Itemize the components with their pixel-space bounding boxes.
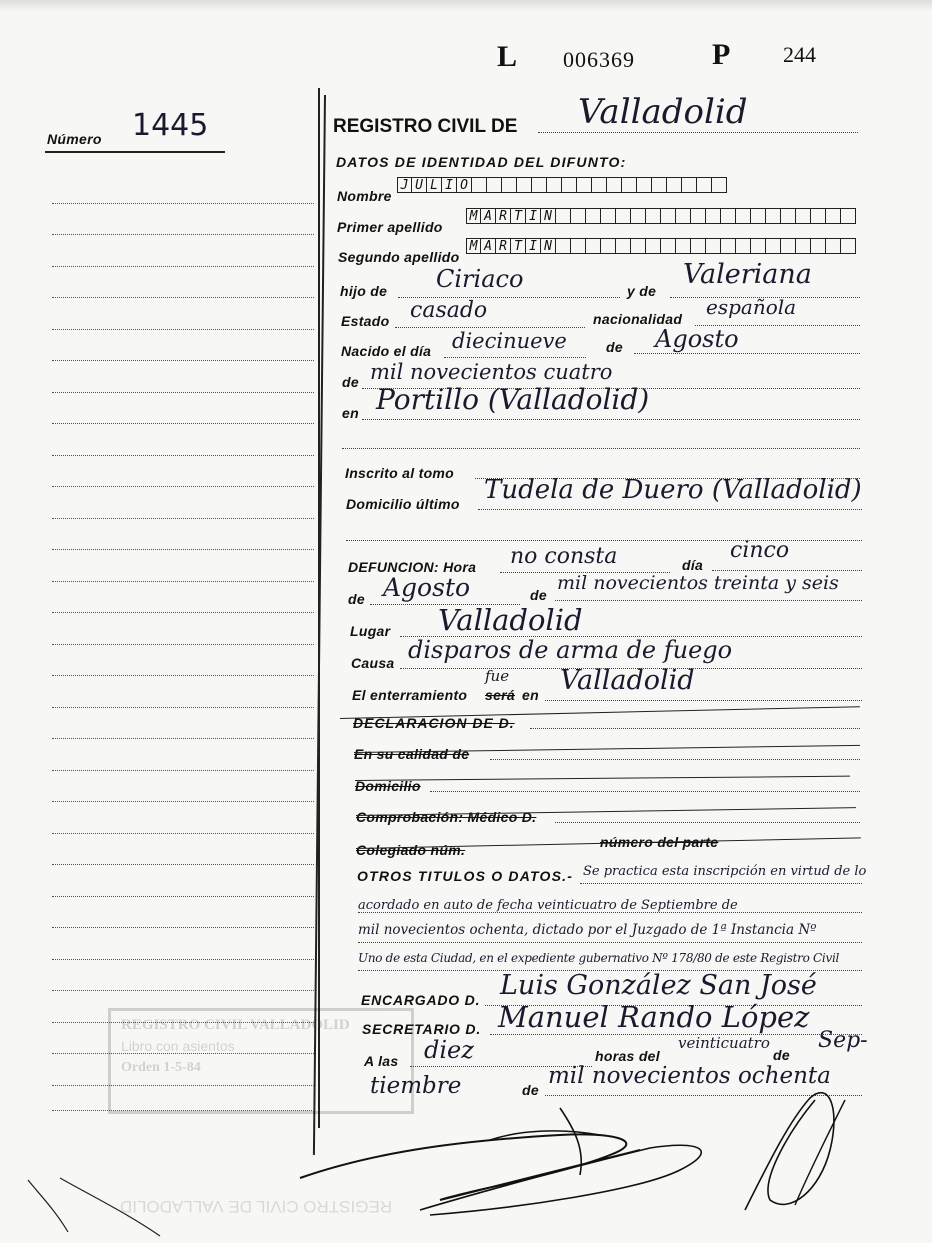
hora-final-label: A las: [364, 1053, 399, 1069]
otros-line-3: Uno de esta Ciudad, en el expediente gubernativo Nº 178/80 de este Registro Civil: [358, 951, 840, 965]
estado-value: casado: [410, 298, 488, 323]
numero-label: Número: [47, 131, 102, 147]
fecha-final-mes: tiembre: [370, 1073, 462, 1099]
anio-label: de: [342, 374, 359, 390]
secretario-value: Manuel Rando López: [498, 1000, 810, 1034]
nombre-label: Nombre: [337, 188, 392, 204]
defuncion-mes-value: Agosto: [383, 573, 471, 602]
otros-label: OTROS TITULOS O DATOS.-: [357, 868, 574, 884]
padre-value: Ciriaco: [436, 265, 524, 293]
lugar-nac-value: Portillo (Valladolid): [376, 383, 650, 416]
defuncion-label: DEFUNCION: Hora: [348, 559, 477, 575]
numero-value: 1445: [132, 108, 209, 143]
nombre-box: L: [427, 177, 442, 193]
lugar-value: Valladolid: [438, 603, 583, 637]
hijo-conj: y de: [627, 283, 657, 299]
defuncion-dia-label: día: [682, 557, 704, 573]
stamp-line-1: REGISTRO CIVIL VALLADOLID: [121, 1017, 350, 1033]
segundo-apellido-box: R: [496, 238, 511, 254]
hora-final-dia: veinticuatro: [678, 1034, 770, 1052]
hora-final-de: de: [773, 1047, 790, 1063]
nacido-mes-value: Agosto: [655, 325, 739, 353]
fecha-final-anio: mil novecientos ochenta: [548, 1063, 831, 1089]
header-l-label: L: [497, 40, 518, 73]
segundo-apellido-box: A: [481, 238, 496, 254]
defuncion-de2-label: de: [530, 587, 547, 603]
otros-line-2: mil novecientos ochenta, dictado por el Juzgado de 1ª Instancia Nº: [358, 922, 817, 938]
domicilio2-label: Domicilio: [355, 778, 421, 794]
header-p-label: P: [712, 38, 731, 71]
nombre-box: U: [412, 177, 427, 193]
domicilio-label: Domicilio último: [346, 496, 460, 512]
inscrito-label: Inscrito al tomo: [345, 465, 455, 481]
hora-final-mid: horas del: [595, 1048, 660, 1064]
stamp-line-3: Orden 1-5-84: [121, 1060, 201, 1075]
nacido-label: Nacido el día: [341, 343, 432, 359]
defuncion-hora-value: no consta: [510, 544, 618, 569]
segundo-apellido-box: N: [541, 238, 556, 254]
nacionalidad-label: nacionalidad: [593, 311, 683, 327]
defuncion-dia-value: cinco: [730, 538, 790, 563]
nombre-box: J: [397, 177, 412, 193]
colegiado-parte-label: número del parte: [600, 834, 719, 850]
enterramiento-correction: fue: [485, 667, 510, 685]
bottom-stamp: REGISTRO CIVIL DE VALLADOLID: [120, 1197, 393, 1216]
stamp-line-2: Libro con asientos: [121, 1038, 235, 1054]
hora-final-mes: Sep-: [818, 1028, 868, 1053]
causa-value: disparos de arma de fuego: [408, 636, 733, 664]
encargado-label: ENCARGADO D.: [361, 992, 481, 1008]
registro-label: REGISTRO CIVIL DE: [333, 116, 518, 137]
segundo-apellido-label: Segundo apellido: [338, 249, 460, 265]
segundo-apellido-box: T: [511, 238, 526, 254]
comprobacion-label: Comprobación: Médico D.: [356, 809, 537, 825]
declaracion-label: DECLARACION DE D.: [353, 715, 515, 731]
defuncion-anio-value: mil novecientos treinta y seis: [557, 572, 839, 594]
primer-apellido-box: T: [511, 208, 526, 224]
nombre-box: O: [457, 177, 472, 193]
registro-value: Valladolid: [578, 92, 748, 132]
lugar-label: Lugar: [350, 623, 391, 639]
estado-label: Estado: [341, 313, 390, 329]
enterramiento-struck: será: [485, 687, 516, 703]
nacionalidad-value: española: [706, 295, 797, 319]
lugar-nac-label: en: [342, 405, 359, 421]
fecha-final-de: de: [522, 1082, 539, 1098]
segundo-apellido-box: M: [466, 238, 481, 254]
primer-apellido-box: A: [481, 208, 496, 224]
segundo-apellido-box: I: [526, 238, 541, 254]
nombre-box: I: [442, 177, 457, 193]
nacido-de-label: de: [606, 339, 623, 355]
enterramiento-label: El enterramiento: [352, 687, 468, 703]
domicilio-value: Tudela de Duero (Valladolid): [484, 475, 862, 505]
enterramiento-en-label: en: [522, 687, 539, 703]
primer-apellido-box: I: [526, 208, 541, 224]
otros-line-1: Se practica esta inscripción en virtud de lo acordado en auto de fecha veinticuatro de Septiembre de: [358, 864, 867, 913]
header-page-number: 244: [783, 42, 816, 67]
primer-apellido-box: R: [496, 208, 511, 224]
secretario-label: SECRETARIO D.: [362, 1021, 482, 1037]
primer-apellido-label: Primer apellido: [337, 219, 443, 235]
anio-value: mil novecientos cuatro: [370, 360, 613, 384]
encargado-value: Luis González San José: [500, 970, 817, 1001]
nacido-dia-value: diecinueve: [452, 329, 567, 353]
hora-final-horas: diez: [424, 1036, 474, 1064]
calidad-label: En su calidad de: [354, 746, 470, 762]
primer-apellido-box: M: [466, 208, 481, 224]
section-title: DATOS DE IDENTIDAD DEL DIFUNTO:: [336, 154, 627, 170]
hijo-label: hijo de: [340, 283, 388, 299]
defuncion-fecha-label: de: [348, 591, 365, 607]
enterramiento-value: Valladolid: [560, 665, 695, 696]
primer-apellido-box: N: [541, 208, 556, 224]
madre-value: Valeriana: [683, 259, 812, 290]
colegiado-label: Colegiado núm.: [356, 842, 466, 858]
causa-label: Causa: [351, 655, 395, 671]
header-register-number: 006369: [563, 47, 635, 72]
